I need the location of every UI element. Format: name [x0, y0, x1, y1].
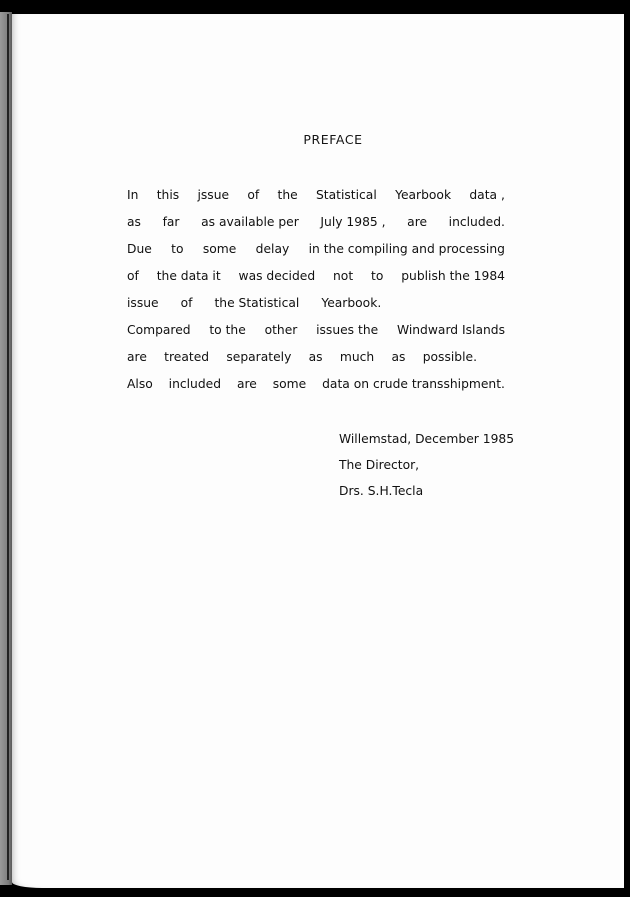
word: as [308, 350, 323, 364]
word: in the compiling and processing [308, 242, 505, 256]
title-text: PREFACE [303, 132, 363, 147]
word: to the [209, 323, 246, 337]
word: In [127, 188, 139, 202]
word: to [171, 242, 184, 256]
word: Statistical [316, 188, 377, 202]
word: the [277, 188, 298, 202]
word: the data it [156, 269, 221, 283]
word: Yearbook. [321, 296, 382, 310]
paragraph-line [127, 292, 505, 319]
word: Compared [127, 323, 191, 337]
word: July 1985 , [320, 215, 386, 229]
word: as available per [201, 215, 299, 229]
word: some [202, 242, 237, 256]
paragraph-line [127, 319, 505, 346]
paragraph-line [127, 346, 477, 373]
word: data , [469, 188, 505, 202]
word: some [272, 377, 307, 391]
word: not [333, 269, 354, 283]
word: are [236, 377, 257, 391]
word: far [162, 215, 180, 229]
word: are [407, 215, 428, 229]
word: of [247, 188, 260, 202]
word: of [127, 269, 139, 283]
word: publish the 1984 [401, 269, 505, 283]
word: delay [255, 242, 290, 256]
word: included. [448, 215, 505, 229]
word: issues the [316, 323, 379, 337]
word: this [156, 188, 180, 202]
word: Also [127, 377, 153, 391]
paragraph-line [127, 211, 505, 238]
paragraph-line [127, 184, 505, 211]
word: to [371, 269, 384, 283]
word: jssue [197, 188, 230, 202]
word: as [391, 350, 406, 364]
word: was decided [238, 269, 316, 283]
word: issue [127, 296, 159, 310]
word: Windward Islands [396, 323, 505, 337]
word: of [180, 296, 193, 310]
place-date: Willemstad, December 1985 [339, 432, 515, 446]
document-page [12, 14, 624, 888]
page-edge-line [7, 14, 9, 880]
word: Yearbook [395, 188, 452, 202]
signature-block [339, 428, 514, 506]
paragraph-line [127, 238, 505, 265]
word: included [168, 377, 222, 391]
binding-edge [0, 12, 12, 885]
word: are [127, 350, 147, 364]
word: Due [127, 242, 152, 256]
word: data on crude transshipment. [322, 377, 505, 391]
page-title [12, 132, 624, 147]
word: possible. [422, 350, 477, 364]
word: the Statistical [214, 296, 300, 310]
word: other [264, 323, 298, 337]
preface-paragraph [127, 184, 505, 400]
paragraph-line [127, 373, 505, 400]
word: as [127, 215, 141, 229]
paragraph-line [127, 265, 505, 292]
word: much [339, 350, 375, 364]
signatory-role: The Director, [339, 458, 420, 472]
signatory-name: Drs. S.H.Tecla [339, 484, 424, 498]
word: separately [226, 350, 292, 364]
word: treated [164, 350, 210, 364]
